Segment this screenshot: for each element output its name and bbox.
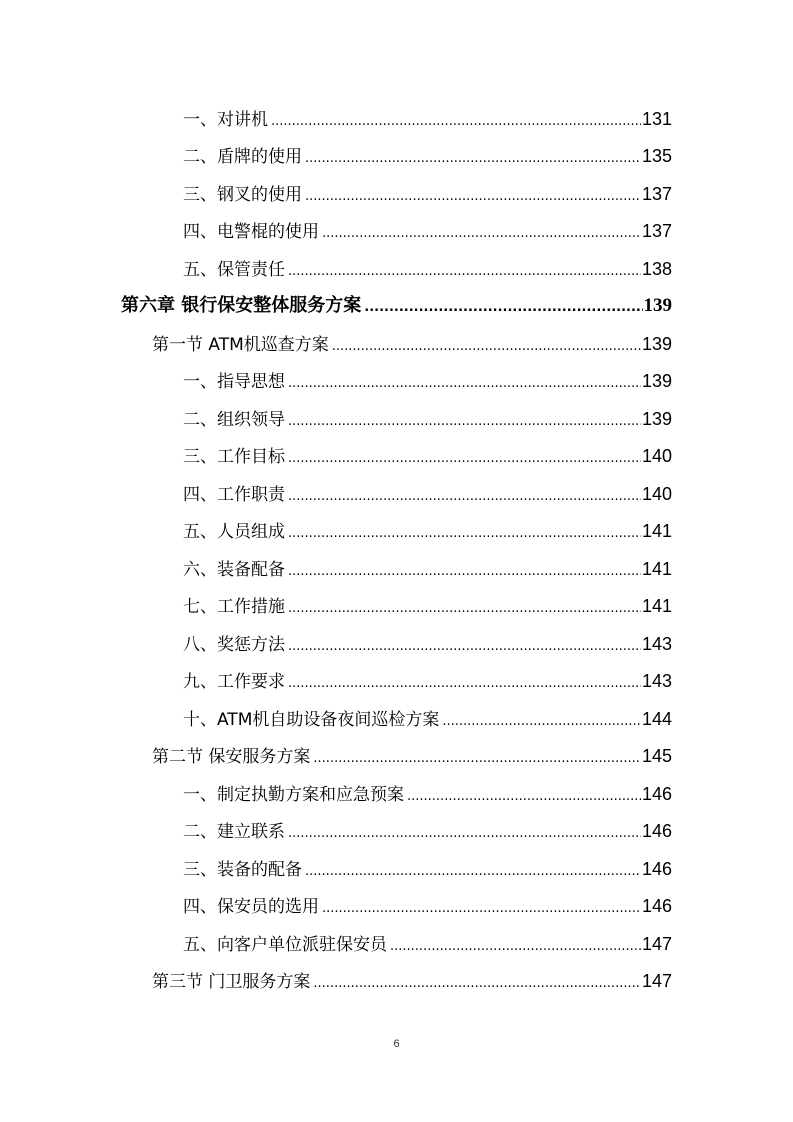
toc-entry-title: 五、向客户单位派驻保安员	[183, 935, 387, 955]
toc-entry[interactable]	[183, 179, 672, 209]
dot-leader	[288, 257, 641, 287]
toc-entry-title: 一、制定执勤方案和应急预案	[183, 785, 404, 805]
toc-entry-page: 139	[643, 295, 672, 316]
toc-section-entry[interactable]	[152, 966, 672, 996]
toc-entry[interactable]	[183, 516, 672, 546]
page-number: 6	[393, 1038, 400, 1050]
toc-section-entry[interactable]	[152, 741, 672, 771]
toc-entry[interactable]	[183, 366, 672, 396]
dot-leader	[288, 594, 641, 624]
toc-entry-page: 137	[641, 184, 672, 204]
toc-entry[interactable]	[183, 441, 672, 471]
toc-entry-title: 五、人员组成	[183, 522, 285, 542]
toc-section-entry[interactable]	[152, 329, 672, 359]
dot-leader	[313, 744, 641, 774]
dot-leader	[313, 969, 641, 999]
toc-entry-title: 三、装备的配备	[183, 860, 302, 880]
toc-entry-title: 二、建立联系	[183, 822, 285, 842]
toc-entry-page: 140	[641, 446, 672, 466]
toc-entry-page: 146	[641, 821, 672, 841]
toc-entry[interactable]	[183, 929, 672, 959]
toc-entry-page: 135	[641, 146, 672, 166]
toc-entry-page: 137	[641, 221, 672, 241]
toc-entry-page: 141	[641, 596, 672, 616]
toc-entry-title: 四、保安员的选用	[183, 897, 319, 917]
toc-entry[interactable]	[183, 666, 672, 696]
toc-entry-page: 138	[641, 259, 672, 279]
toc-entry[interactable]	[183, 816, 672, 846]
toc-entry-page: 139	[641, 334, 672, 354]
toc-entry-title: 十、ATM机自助设备夜间巡检方案	[183, 710, 440, 730]
dot-leader	[305, 857, 641, 887]
dot-leader	[288, 557, 641, 587]
toc-entry-page: 141	[641, 559, 672, 579]
toc-entry-title: 二、盾牌的使用	[183, 147, 302, 167]
toc-entry-title: 四、电警棍的使用	[183, 222, 319, 242]
toc-entry-title: 三、工作目标	[183, 447, 285, 467]
toc-entry[interactable]	[183, 779, 672, 809]
toc-entry-page: 139	[641, 371, 672, 391]
toc-chapter-entry[interactable]	[121, 291, 672, 321]
toc-entry-page: 146	[641, 784, 672, 804]
toc-entry-page: 143	[641, 671, 672, 691]
toc-entry-page: 147	[641, 934, 672, 954]
toc-entry-title: 七、工作措施	[183, 597, 285, 617]
toc-entry-title: 五、保管责任	[183, 260, 285, 280]
toc-entry[interactable]	[183, 254, 672, 284]
toc-entry[interactable]	[183, 554, 672, 584]
dot-leader	[271, 107, 641, 137]
toc-entry-title: 九、工作要求	[183, 672, 285, 692]
toc-entry-page: 146	[641, 896, 672, 916]
toc-entry-title: 第一节 ATM机巡查方案	[152, 335, 329, 355]
dot-leader	[288, 669, 641, 699]
dot-leader	[322, 894, 641, 924]
toc-entry-page: 139	[641, 409, 672, 429]
toc-entry[interactable]	[183, 216, 672, 246]
toc-entry-title: 二、组织领导	[183, 410, 285, 430]
toc-entry[interactable]	[183, 479, 672, 509]
dot-leader	[288, 519, 641, 549]
toc-entry-title: 第二节 保安服务方案	[152, 747, 311, 767]
toc-entry-page: 145	[641, 746, 672, 766]
toc-entry-page: 143	[641, 634, 672, 654]
dot-leader	[442, 707, 641, 737]
toc-entry-page: 146	[641, 859, 672, 879]
dot-leader	[288, 632, 641, 662]
toc-entry-title: 六、装备配备	[183, 560, 285, 580]
toc-entry-title: 三、钢叉的使用	[183, 185, 302, 205]
dot-leader	[364, 293, 642, 323]
toc-entry-title: 第六章 银行保安整体服务方案	[121, 295, 362, 316]
toc-entry-title: 一、对讲机	[183, 110, 268, 130]
toc-entry-title: 一、指导思想	[183, 372, 285, 392]
dot-leader	[288, 369, 641, 399]
dot-leader	[305, 182, 641, 212]
toc-entry[interactable]	[183, 104, 672, 134]
dot-leader	[407, 782, 641, 812]
toc-entry-title: 第三节 门卫服务方案	[152, 972, 311, 992]
dot-leader	[288, 819, 641, 849]
dot-leader	[332, 332, 641, 362]
toc-entry-page: 141	[641, 521, 672, 541]
dot-leader	[305, 144, 641, 174]
toc-entry-title: 四、工作职责	[183, 485, 285, 505]
toc-entry-page: 140	[641, 484, 672, 504]
dot-leader	[390, 932, 641, 962]
dot-leader	[288, 407, 641, 437]
toc-entry-title: 八、奖惩方法	[183, 635, 285, 655]
dot-leader	[288, 444, 641, 474]
toc-entry[interactable]	[183, 891, 672, 921]
toc-entry[interactable]	[183, 629, 672, 659]
toc-entry[interactable]	[183, 404, 672, 434]
dot-leader	[288, 482, 641, 512]
toc-entry[interactable]	[183, 854, 672, 884]
toc-entry-page: 131	[641, 109, 672, 129]
toc-entry[interactable]	[183, 141, 672, 171]
toc-entry-page: 147	[641, 971, 672, 991]
toc-entry[interactable]	[183, 704, 672, 734]
toc-entry-page: 144	[641, 709, 672, 729]
dot-leader	[322, 219, 641, 249]
toc-entry[interactable]	[183, 591, 672, 621]
